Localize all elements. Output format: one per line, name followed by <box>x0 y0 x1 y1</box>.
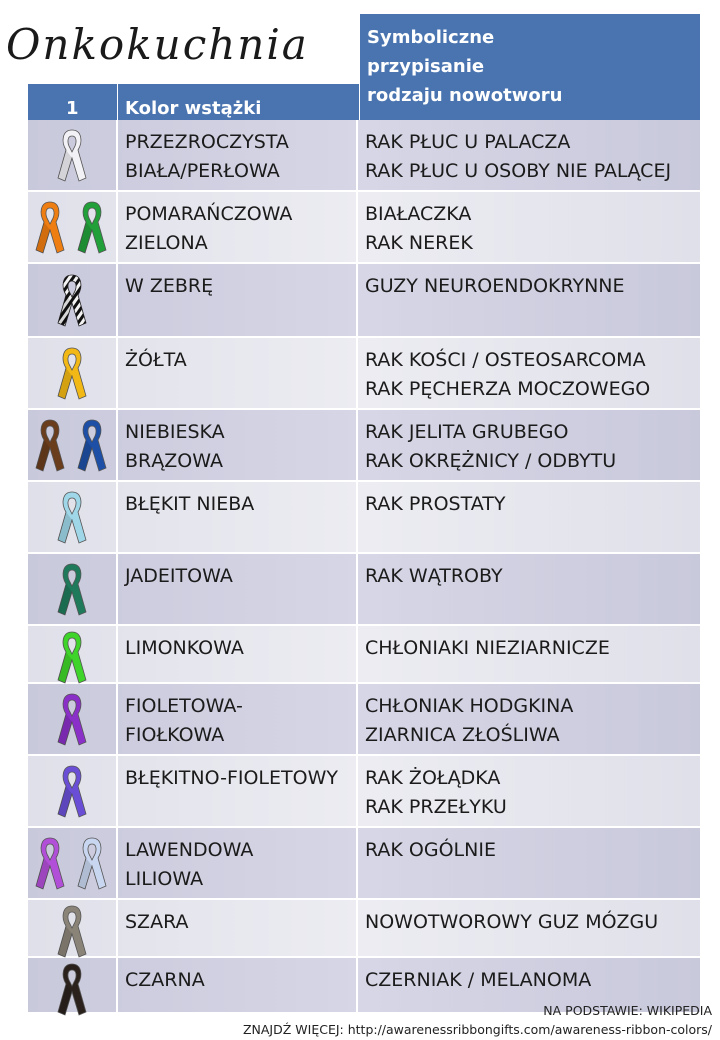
ribbon-icon-cell <box>28 828 118 898</box>
cancer-type-cell <box>358 900 700 956</box>
cancer-type-cell <box>358 828 700 898</box>
cancer-type-cell <box>358 192 700 262</box>
awareness-ribbon-icon <box>54 488 90 550</box>
ribbon-color-cell <box>118 684 358 754</box>
ribbon-table-body <box>28 120 700 1014</box>
table-row <box>28 120 700 192</box>
ribbon-color-name: FIOLETOWA- FIOŁKOWA <box>125 695 243 746</box>
ribbon-color-name: SZARA <box>125 911 189 933</box>
cancer-type-cell <box>358 482 700 552</box>
cancer-type-cell <box>358 554 700 624</box>
awareness-ribbon-icon <box>74 834 110 896</box>
ribbon-color-cell <box>118 958 358 1012</box>
ribbon-icon-cell <box>28 264 118 336</box>
ribbon-color-cell <box>118 410 358 480</box>
ribbon-color-name: BŁĘKIT NIEBA <box>125 493 255 515</box>
onkokuchnia-logo: Onkokuchnia <box>6 20 309 69</box>
footer-link: ZNAJDŹ WIĘCEJ: http://awarenessribbongifts.com/awareness-ribbon-colors/ <box>242 1022 712 1037</box>
cancer-type-name: CHŁONIAK HODGKINA ZIARNICA ZŁOŚLIWA <box>365 695 574 746</box>
awareness-ribbon-icon <box>32 416 68 478</box>
cancer-type-cell <box>358 338 700 408</box>
cancer-type-name: RAK PŁUC U PALACZA RAK PŁUC U OSOBY NIE PALĄCEJ <box>365 131 672 182</box>
ribbon-icon-cell <box>28 410 118 480</box>
cancer-type-name: RAK JELITA GRUBEGO RAK OKRĘŻNICY / ODBYTU <box>365 421 617 472</box>
footer-source: NA PODSTAWIE: WIKIPEDIA <box>543 1003 712 1018</box>
ribbon-icon-cell <box>28 756 118 826</box>
ribbon-color-name: BŁĘKITNO-FIOLETOWY <box>125 767 338 789</box>
cancer-type-name: BIAŁACZKA RAK NEREK <box>365 203 473 254</box>
cancer-type-name: CZERNIAK / MELANOMA <box>365 969 592 991</box>
table-row <box>28 264 700 338</box>
header-color-label: Kolor wstążki <box>125 98 262 119</box>
ribbon-color-name: ŻÓŁTA <box>125 349 187 371</box>
cancer-type-name: RAK PROSTATY <box>365 493 506 515</box>
awareness-ribbon-icon <box>32 834 68 896</box>
ribbon-icon-cell <box>28 120 118 190</box>
table-row <box>28 192 700 264</box>
cancer-type-cell <box>358 120 700 190</box>
ribbon-color-name: LAWENDOWA LILIOWA <box>125 839 254 890</box>
ribbon-color-cell <box>118 900 358 956</box>
cancer-type-name: GUZY NEUROENDOKRYNNE <box>365 275 625 297</box>
table-row <box>28 756 700 828</box>
awareness-ribbon-icon <box>74 416 110 478</box>
cancer-type-name: RAK ŻOŁĄDKA RAK PRZEŁYKU <box>365 767 507 818</box>
ribbon-color-name: NIEBIESKA BRĄZOWA <box>125 421 225 472</box>
ribbon-icon-cell <box>28 900 118 956</box>
table-row <box>28 554 700 626</box>
ribbon-icon-cell <box>28 958 118 1012</box>
cancer-type-name: CHŁONIAKI NIEZIARNICZE <box>365 637 610 659</box>
awareness-ribbon-icon <box>32 198 68 260</box>
ribbon-icon-cell <box>28 192 118 262</box>
ribbon-icon-cell <box>28 338 118 408</box>
ribbon-color-cell <box>118 120 358 190</box>
awareness-ribbon-icon <box>54 126 90 188</box>
ribbon-color-cell <box>118 192 358 262</box>
cancer-type-cell <box>358 684 700 754</box>
awareness-ribbon-icon <box>54 271 90 333</box>
ribbon-color-cell <box>118 554 358 624</box>
cancer-type-cell <box>358 264 700 336</box>
awareness-ribbon-icon <box>54 762 90 824</box>
ribbon-color-cell <box>118 756 358 826</box>
table-row <box>28 900 700 958</box>
ribbon-icon-cell <box>28 626 118 682</box>
cancer-type-cell <box>358 756 700 826</box>
table-row <box>28 410 700 482</box>
ribbon-color-name: CZARNA <box>125 969 205 991</box>
ribbon-icon-cell <box>28 684 118 754</box>
table-row <box>28 684 700 756</box>
cancer-type-name: RAK KOŚCI / OSTEOSARCOMA RAK PĘCHERZA MOCZOWEGO <box>365 349 651 400</box>
header-type-cell <box>360 14 700 130</box>
ribbon-color-name: LIMONKOWA <box>125 637 244 659</box>
cancer-type-name: NOWOTWOROWY GUZ MÓZGU <box>365 911 659 933</box>
table-row <box>28 828 700 900</box>
cancer-type-name: RAK OGÓLNIE <box>365 839 496 861</box>
awareness-ribbon-icon <box>54 628 90 690</box>
ribbon-color-cell <box>118 338 358 408</box>
ribbon-color-name: POMARAŃCZOWA ZIELONA <box>125 203 293 254</box>
ribbon-icon-cell <box>28 554 118 624</box>
header-type-label: Symboliczne przypisanie rodzaju nowotworu <box>367 27 563 106</box>
awareness-ribbon-icon <box>54 560 90 622</box>
ribbon-color-cell <box>118 264 358 336</box>
table-row <box>28 482 700 554</box>
table-row <box>28 626 700 684</box>
cancer-type-cell <box>358 410 700 480</box>
ribbon-color-cell <box>118 482 358 552</box>
cancer-type-cell <box>358 626 700 682</box>
awareness-ribbon-icon <box>54 690 90 752</box>
ribbon-color-name: W ZEBRĘ <box>125 275 214 297</box>
ribbon-color-cell <box>118 828 358 898</box>
awareness-ribbon-icon <box>54 902 90 964</box>
awareness-ribbon-icon <box>54 344 90 406</box>
awareness-ribbon-icon <box>54 960 90 1022</box>
ribbon-color-cell <box>118 626 358 682</box>
ribbon-icon-cell <box>28 482 118 552</box>
ribbon-color-name: PRZEZROCZYSTA BIAŁA/PERŁOWA <box>125 131 289 182</box>
header-number: 1 <box>66 98 79 119</box>
cancer-type-name: RAK WĄTROBY <box>365 565 503 587</box>
table-row <box>28 338 700 410</box>
ribbon-color-name: JADEITOWA <box>125 565 233 587</box>
awareness-ribbon-icon <box>74 198 110 260</box>
